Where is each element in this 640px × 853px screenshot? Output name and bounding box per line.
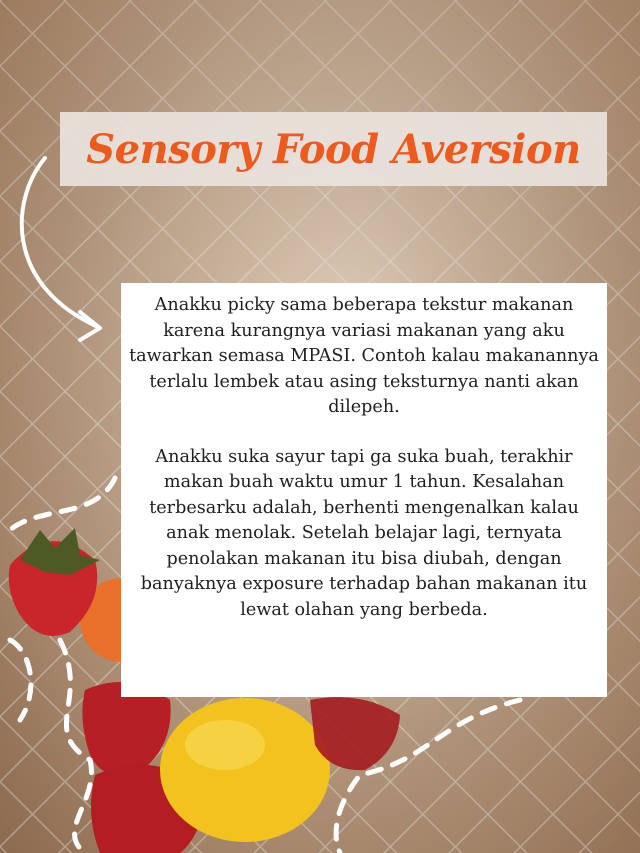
paragraph-2: Anakku suka sayur tapi ga suka buah, terakhir makan buah waktu umur 1 tahun. Kesalahan terbesarku adalah, berhenti mengenalkan kalau anak menolak. Setelah belajar lagi, ternyata penolakan makanan itu bisa diubah, dengan banyaknya exposure terhadap bahan makanan itu lewat olahan yang berbeda. <box>140 446 588 620</box>
paragraph-1: Anakku picky sama beberapa tekstur makanan karena kurangnya variasi makanan yang aku tawarkan semasa MPASI. Contoh kalau makanannya terlalu lembek atau asing teksturnya nanti akan dilepeh. <box>129 295 599 417</box>
lemon-icon <box>160 698 330 842</box>
title-banner <box>60 112 607 186</box>
page-title: Sensory Food Aversion <box>86 125 581 173</box>
text-card <box>121 283 607 697</box>
